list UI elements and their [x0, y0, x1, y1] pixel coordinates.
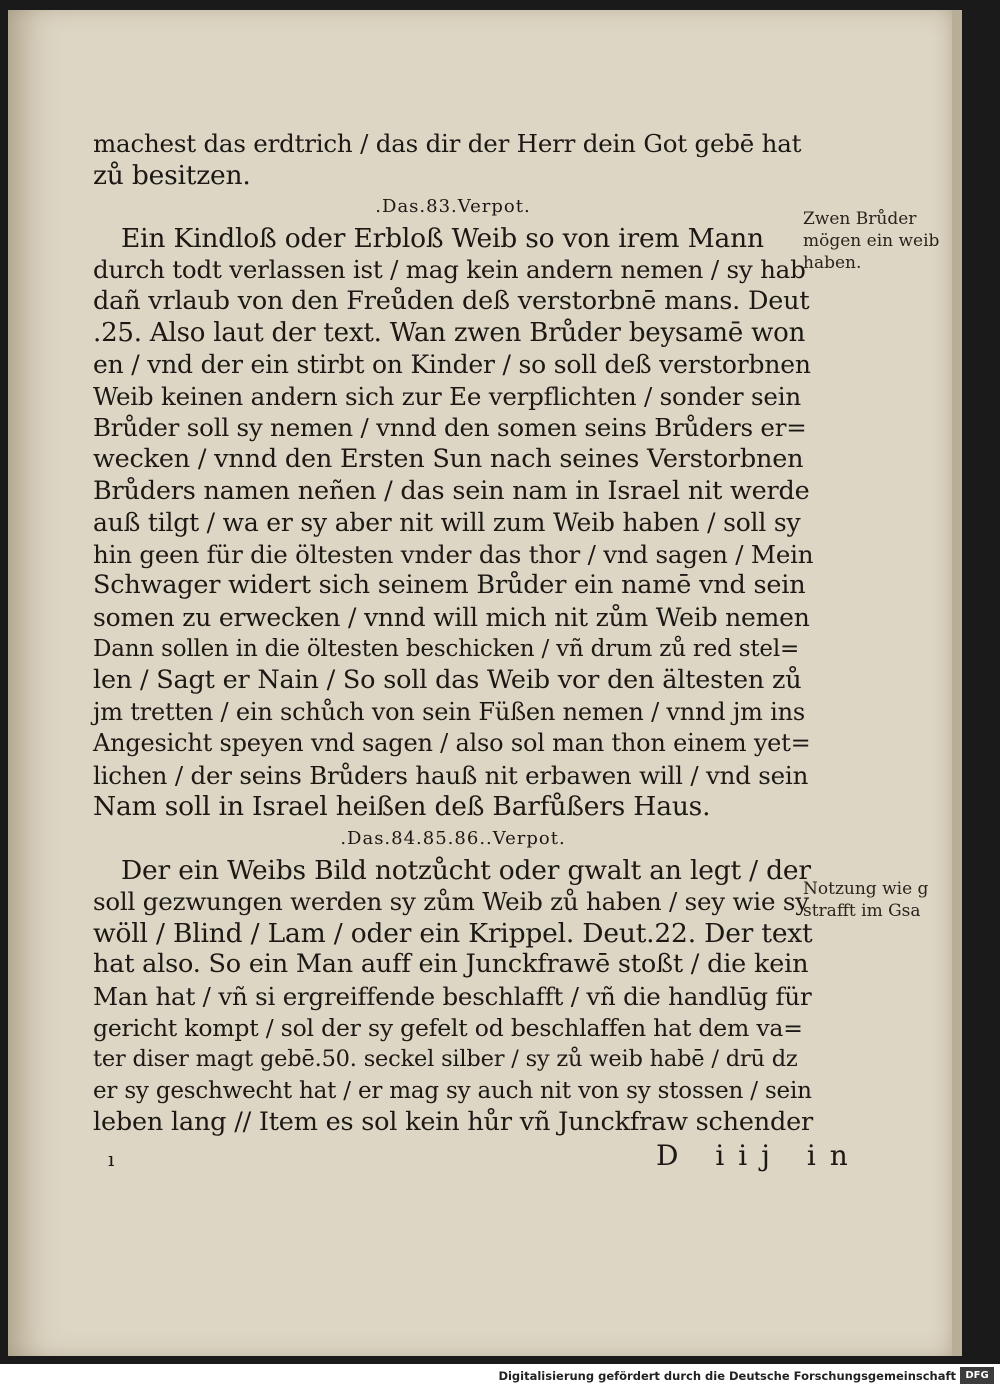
- margin-note-line: haben.: [803, 253, 862, 273]
- funding-label: Digitalisierung gefördert durch die Deutsche Forschungsgemeinschaft: [498, 1369, 956, 1383]
- text-line: machest das erdtrich / das dir der Herr dein Got gebē hat: [93, 129, 802, 158]
- signature-mark: D iij in: [656, 1139, 862, 1172]
- text-line: Brůder soll sy nemen / vnnd den somen seins Brůders er=: [93, 413, 807, 443]
- text-line: wecken / vnnd den Ersten Sun nach seines Verstorbnen: [93, 443, 804, 474]
- text-line: gericht kompt / sol der sy gefelt od beschlaffen hat dem va=: [93, 1013, 803, 1042]
- text-line: Nam soll in Israel heißen deß Barfůßers Haus.: [93, 791, 711, 823]
- margin-note-line: Notzung wie g: [803, 879, 929, 899]
- text-line: Weib keinen andern sich zur Ee verpflichten / sonder sein: [93, 381, 801, 411]
- text-line: leben lang // Item es sol kein hůr vñ Junckfraw schender: [93, 1107, 813, 1138]
- footer-bar: [0, 1364, 1000, 1388]
- text-line: en / vnd der ein stirbt on Kinder / so soll deß verstorbnen: [93, 350, 811, 380]
- text-line: dañ vrlaub von den Freůden deß verstorbnē mans. Deut: [93, 285, 810, 316]
- text-line: Der ein Weibs Bild notzůcht oder gwalt an legt / der: [121, 854, 811, 886]
- text-line: ter diser magt gebē.50. seckel silber / sy zů weib habē / drū dz: [93, 1046, 798, 1073]
- main-text-block: [93, 128, 813, 1139]
- section-heading: .Das.84.85.86..Verpot.: [340, 828, 566, 850]
- text-line: Brůders namen neñen / das sein nam in Israel nit werde: [93, 475, 810, 506]
- margin-note-line: Zwen Brůder: [803, 209, 917, 229]
- text-line: Ein Kindloß oder Erbloß Weib so von irem Mann: [121, 222, 764, 254]
- text-line: somen zu erwecken / vnnd will mich nit zům Weib nemen: [93, 602, 810, 632]
- text-line: len / Sagt er Nain / So soll das Weib vor den ältesten zů: [93, 665, 802, 696]
- text-line: hat also. So ein Man auff ein Junckfrawē stoßt / die kein: [93, 949, 809, 980]
- text-line: wöll / Blind / Lam / oder ein Krippel. Deut.22. Der text: [93, 917, 813, 949]
- text-line: durch todt verlassen ist / mag kein andern nemen / sy hab: [93, 255, 806, 285]
- text-line: .25. Also laut der text. Wan zwen Brůder beysamē won: [93, 317, 806, 348]
- section-heading: .Das.83.Verpot.: [375, 196, 531, 218]
- page-mark: ı: [108, 1147, 115, 1171]
- book-page: [8, 10, 952, 1356]
- margin-note-line: strafft im Gsa: [803, 901, 921, 921]
- text-line: Man hat / vñ si ergreiffende beschlafft / vñ die handlūg für: [93, 982, 812, 1012]
- text-line: jm tretten / ein schůch von sein Füßen nemen / vnnd jm ins: [93, 697, 805, 726]
- text-line: hin geen für die öltesten vnder das thor / vnd sagen / Mein: [93, 539, 814, 569]
- text-line: Schwager widert sich seinem Brůder ein namē vnd sein: [93, 570, 806, 601]
- margin-note-brothers: [803, 208, 965, 274]
- text-line: soll gezwungen werden sy zům Weib zů haben / sey wie sy: [93, 887, 809, 917]
- dfg-logo: DFG: [960, 1367, 994, 1384]
- text-line: er sy geschwecht hat / er mag sy auch nit von sy stossen / sein: [93, 1077, 812, 1104]
- margin-note-punishment: [803, 878, 965, 922]
- text-line: auß tilgt / wa er sy aber nit will zum Weib haben / soll sy: [93, 508, 801, 538]
- page-edge: [952, 10, 962, 1356]
- text-line: Dann sollen in die öltesten beschicken / vñ drum zů red stel=: [93, 635, 800, 662]
- margin-note-line: mögen ein weib: [803, 231, 940, 251]
- text-line: Angesicht speyen vnd sagen / also sol man thon einem yet=: [93, 729, 811, 758]
- text-line: lichen / der seins Brůders hauß nit erbawen will / vnd sein: [93, 760, 809, 790]
- text-line: zů besitzen.: [93, 159, 251, 191]
